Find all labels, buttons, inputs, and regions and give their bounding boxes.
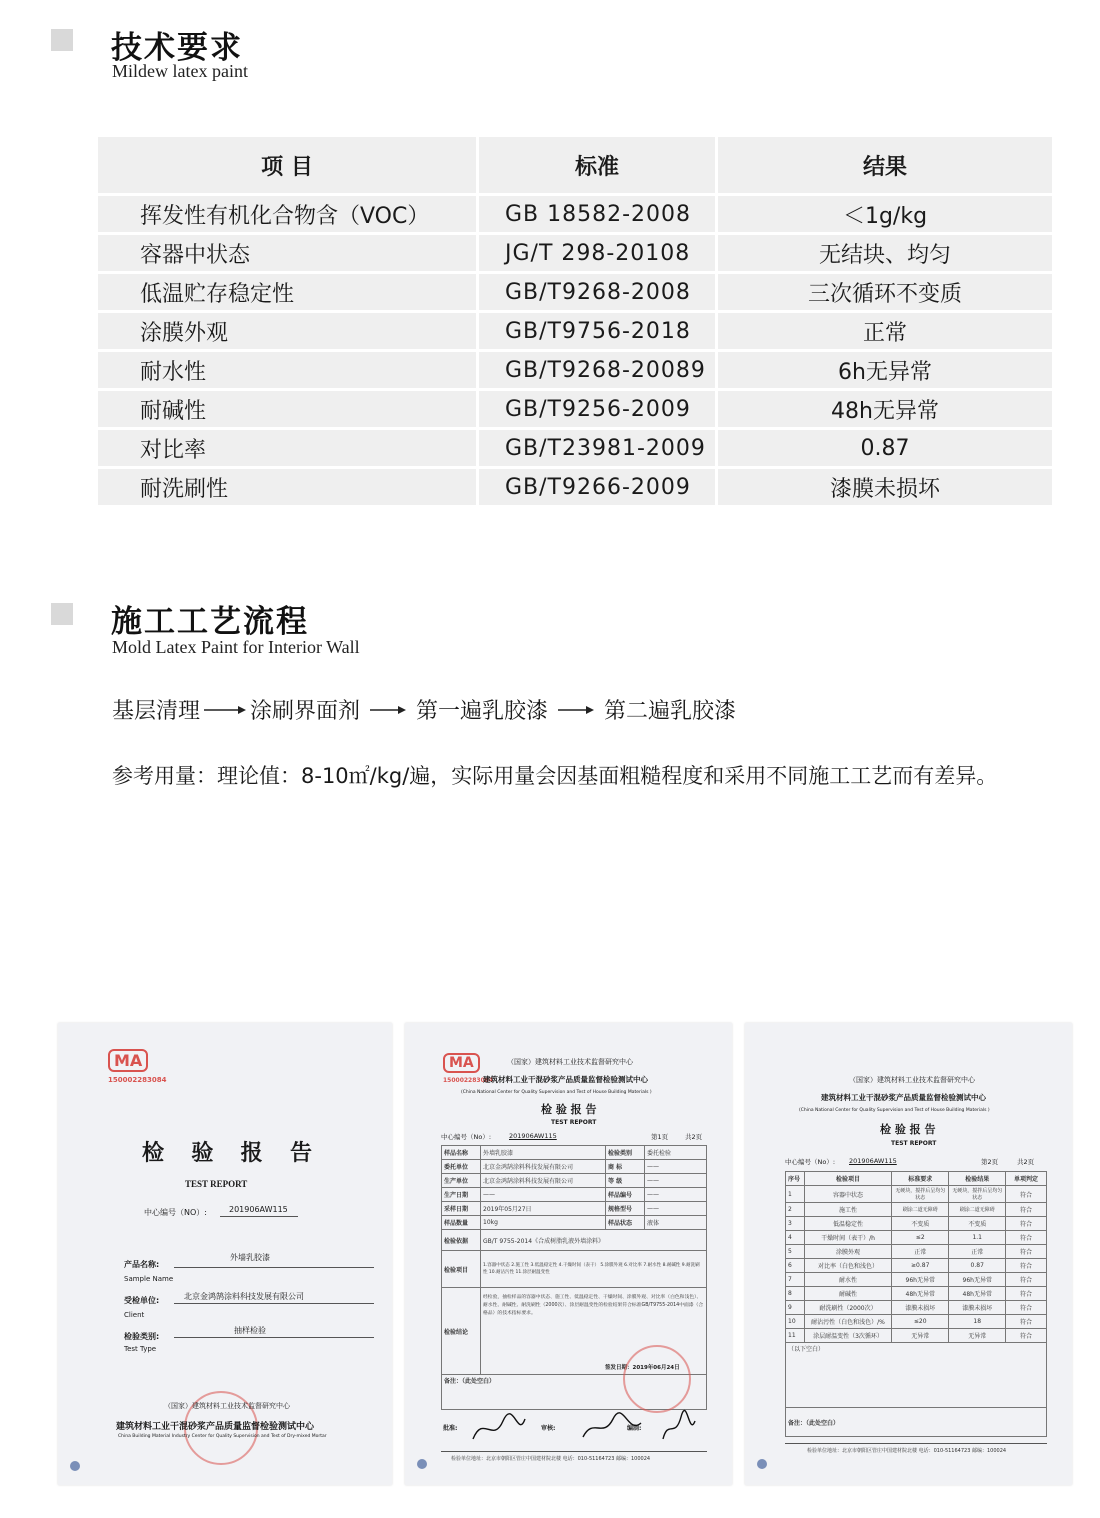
cell: 符合 bbox=[1006, 1231, 1047, 1245]
cell: —— bbox=[645, 1160, 707, 1174]
cell: GB/T 9755-2014《合成树脂乳液外墙涂料》 bbox=[481, 1230, 707, 1251]
cell-result: 6h无异常 bbox=[717, 351, 1054, 390]
ma-logo: MA bbox=[443, 1053, 480, 1073]
cell: ≥0.87 bbox=[892, 1259, 949, 1273]
approve-label: 批准: bbox=[443, 1425, 458, 1432]
cell: 检验项目 bbox=[805, 1172, 892, 1186]
cell: 备注：（此处空白） bbox=[442, 1375, 707, 1410]
cell: 96h无异常 bbox=[949, 1273, 1006, 1287]
cell-item: 耐洗刷性 bbox=[97, 468, 478, 507]
arrow-right-icon bbox=[204, 705, 246, 715]
underline bbox=[220, 1216, 298, 1217]
cell-item: 对比率 bbox=[97, 429, 478, 468]
cell: 符合 bbox=[1006, 1329, 1047, 1343]
report-page-1 bbox=[405, 1023, 732, 1485]
cell: 商 标 bbox=[606, 1160, 645, 1174]
report-title: 检 验 报 告 bbox=[142, 1141, 316, 1166]
table-row bbox=[786, 1329, 1047, 1343]
report-title-en: TEST REPORT bbox=[185, 1179, 248, 1189]
sign-date: 签发日期：2019年06月24日 bbox=[605, 1365, 680, 1371]
table-row bbox=[786, 1273, 1047, 1287]
cell: —— bbox=[645, 1188, 707, 1202]
cell: 3 bbox=[786, 1217, 805, 1231]
bottom-emblem-icon bbox=[70, 1461, 80, 1471]
divider bbox=[441, 1451, 707, 1452]
cell: 无异常 bbox=[949, 1329, 1006, 1343]
cell: 干燥时间（表干）/h bbox=[805, 1231, 892, 1245]
cell: 样品状态 bbox=[606, 1216, 645, 1230]
ma-number: 150002283084 bbox=[443, 1077, 494, 1084]
cell-result: 无结块、均匀 bbox=[717, 234, 1054, 273]
cell: 符合 bbox=[1006, 1186, 1047, 1203]
cell: （以下空白） bbox=[786, 1343, 1047, 1408]
cell: 检验类别 bbox=[606, 1146, 645, 1160]
address: 检验单位地址：北京市朝阳区管庄中国建材院北楼 电话：010-51164723 邮编：100024 bbox=[807, 1448, 1007, 1454]
cell: 委托检验 bbox=[645, 1146, 707, 1160]
cell: 规格型号 bbox=[606, 1202, 645, 1216]
client-value: 北京金鸿鹄涂料科技发展有限公司 bbox=[184, 1292, 304, 1301]
cell: 符合 bbox=[1006, 1245, 1047, 1259]
header-standard: 标准 bbox=[478, 136, 717, 195]
cell-standard: GB/T9266-2009 bbox=[478, 468, 717, 507]
results-table bbox=[785, 1171, 1047, 1437]
report-page-2 bbox=[745, 1023, 1072, 1485]
report-cover bbox=[58, 1023, 392, 1485]
cell-result: 0.87 bbox=[717, 429, 1054, 468]
report-title: 检 验 报 告 bbox=[880, 1123, 936, 1136]
cell: 1.容器中状态 2.施工性 3.低温稳定性 4.干燥时间（表干） 5.涂膜外观 6.对比率 7.耐水性 8.耐碱性 9.耐洗刷性 10.耐沾污性 11.涂层耐温变性 bbox=[481, 1251, 707, 1288]
cell: 2019年05月27日 bbox=[481, 1202, 606, 1216]
cell: 检验结论 bbox=[442, 1288, 481, 1375]
cell-item: 涂膜外观 bbox=[97, 312, 478, 351]
org-top: （国家）建筑材料工业技术监督研究中心 bbox=[849, 1076, 975, 1084]
table-row bbox=[786, 1186, 1047, 1203]
cell: 样品编号 bbox=[606, 1188, 645, 1202]
cell: 经检验，抽检样品的容器中状态、施工性、低温稳定性、干燥时间、涂膜外观、对比率（白色和浅色）、耐水性、耐碱性、耐洗刷性（2000次）、涂层耐温变性的检验结果符合标准GB/T9755-2014中面漆（合格品）的技术指标要求。 bbox=[481, 1288, 707, 1375]
cell-standard: GB/T23981-2009 bbox=[478, 429, 717, 468]
cell: 施工性 bbox=[805, 1203, 892, 1217]
cell: 外墙乳胶漆 bbox=[481, 1146, 606, 1160]
cell-item: 低温贮存稳定性 bbox=[97, 273, 478, 312]
cell: 液体 bbox=[645, 1216, 707, 1230]
product-value: 外墙乳胶漆 bbox=[230, 1253, 270, 1262]
org-name-en: China Building Material Industry Center for Quality Supervision and Test of Dry-mixed Mortar bbox=[118, 1434, 327, 1439]
table-row bbox=[786, 1408, 1047, 1437]
flow-step: 涂刷界面剂 bbox=[250, 699, 361, 724]
address: 检验单位地址：北京市朝阳区管庄中国建材院北楼 电话：010-51164723 邮编：100024 bbox=[451, 1456, 651, 1462]
cell: 1 bbox=[786, 1186, 805, 1203]
cell-result: 正常 bbox=[717, 312, 1054, 351]
cell-item: 容器中状态 bbox=[97, 234, 478, 273]
arrow-right-icon bbox=[370, 705, 406, 715]
cell: 检验结果 bbox=[949, 1172, 1006, 1186]
cell: 无异常 bbox=[892, 1329, 949, 1343]
table-row bbox=[97, 468, 1054, 507]
cell: 漆膜未损坏 bbox=[892, 1301, 949, 1315]
cell-result: 漆膜未损坏 bbox=[717, 468, 1054, 507]
table-row bbox=[97, 390, 1054, 429]
ma-number: 150002283084 bbox=[108, 1076, 167, 1084]
product-label: 产品名称: bbox=[124, 1260, 160, 1269]
cell: 无硬块，搅拌后呈均匀状态 bbox=[892, 1186, 949, 1203]
cell: 48h无异常 bbox=[949, 1287, 1006, 1301]
cell: 符合 bbox=[1006, 1301, 1047, 1315]
table-row bbox=[442, 1160, 707, 1174]
cell-standard: JG/T 298-20108 bbox=[478, 234, 717, 273]
cell: 符合 bbox=[1006, 1287, 1047, 1301]
cell-item: 耐碱性 bbox=[97, 390, 478, 429]
cell: 生产日期 bbox=[442, 1188, 481, 1202]
org-top: （国家）建筑材料工业技术监督研究中心 bbox=[507, 1058, 633, 1066]
header-item: 项 目 bbox=[97, 136, 478, 195]
type-label: 检验类别: bbox=[124, 1332, 160, 1341]
table-row bbox=[786, 1231, 1047, 1245]
cell: —— bbox=[645, 1202, 707, 1216]
org-name-en: (China National Center for Quality Supervision and Test of House Building Materials ) bbox=[799, 1108, 990, 1113]
org-name-en: (China National Center for Quality Supervision and Test of House Building Materials ) bbox=[461, 1090, 652, 1095]
cell: 18 bbox=[949, 1315, 1006, 1329]
table-row bbox=[442, 1230, 707, 1251]
cell: 6 bbox=[786, 1259, 805, 1273]
flow-step: 基层清理 bbox=[112, 699, 201, 724]
center-no: 201906AW115 bbox=[229, 1205, 288, 1214]
section-marker bbox=[51, 603, 73, 625]
cell: 样品名称 bbox=[442, 1146, 481, 1160]
cell: 漆膜未损坏 bbox=[949, 1301, 1006, 1315]
cell: 采样日期 bbox=[442, 1202, 481, 1216]
flow-step: 第一遍乳胶漆 bbox=[416, 699, 549, 724]
process-subtitle: Mold Latex Paint for Interior Wall bbox=[112, 637, 360, 657]
client-label: 受检单位: bbox=[124, 1296, 160, 1305]
cell-result: 48h无异常 bbox=[717, 390, 1054, 429]
cell: —— bbox=[481, 1188, 606, 1202]
cell: 单项判定 bbox=[1006, 1172, 1047, 1186]
center-no-label: 中心编号（NO）: bbox=[144, 1208, 207, 1217]
cell: 正常 bbox=[949, 1245, 1006, 1259]
process-title: 施工工艺流程 bbox=[111, 604, 309, 640]
cell: 8 bbox=[786, 1287, 805, 1301]
center-no: 201906AW115 bbox=[509, 1132, 557, 1140]
cell: 涂膜外观 bbox=[805, 1245, 892, 1259]
cell: 符合 bbox=[1006, 1217, 1047, 1231]
official-seal bbox=[623, 1345, 691, 1413]
type-label-en: Test Type bbox=[124, 1345, 157, 1353]
cell: 耐碱性 bbox=[805, 1287, 892, 1301]
section-marker bbox=[51, 29, 73, 51]
cell: 不变质 bbox=[892, 1217, 949, 1231]
cell: 委托单位 bbox=[442, 1160, 481, 1174]
cell: 检验依据 bbox=[442, 1230, 481, 1251]
cell: 样品数量 bbox=[442, 1216, 481, 1230]
bottom-emblem-icon bbox=[757, 1459, 767, 1469]
cell: 96h无异常 bbox=[892, 1273, 949, 1287]
type-value: 抽样检验 bbox=[234, 1326, 266, 1335]
cell: 刷涂二道无障碍 bbox=[892, 1203, 949, 1217]
table-row bbox=[786, 1315, 1047, 1329]
table-row bbox=[97, 312, 1054, 351]
cell: 检验项目 bbox=[442, 1251, 481, 1288]
underline bbox=[174, 1303, 374, 1304]
cell-standard: GB 18582-2008 bbox=[478, 195, 717, 234]
cell-standard: GB/T9268-2008 bbox=[478, 273, 717, 312]
cell: 刷涂二道无障碍 bbox=[949, 1203, 1006, 1217]
center-no: 201906AW115 bbox=[849, 1157, 897, 1165]
table-row bbox=[786, 1301, 1047, 1315]
cell: 无硬块，搅拌后呈均匀状态 bbox=[949, 1186, 1006, 1203]
cell-standard: GB/T9756-2018 bbox=[478, 312, 717, 351]
table-row bbox=[97, 429, 1054, 468]
ma-logo: MA bbox=[108, 1049, 148, 1072]
cell: 10 bbox=[786, 1315, 805, 1329]
cell: 正常 bbox=[892, 1245, 949, 1259]
page-total: 共2页 bbox=[1017, 1158, 1035, 1166]
cell: 11 bbox=[786, 1329, 805, 1343]
client-label-en: Client bbox=[124, 1311, 145, 1319]
cell-item: 耐水性 bbox=[97, 351, 478, 390]
cell: 10kg bbox=[481, 1216, 606, 1230]
org-name: 建筑材料工业干混砂浆产品质量监督检验测试中心 bbox=[116, 1422, 315, 1432]
cell: 符合 bbox=[1006, 1315, 1047, 1329]
table-row bbox=[786, 1343, 1047, 1408]
underline bbox=[174, 1337, 374, 1338]
cell-result: ＜1g/kg bbox=[717, 195, 1054, 234]
center-no-label: 中心编号（No）: bbox=[441, 1133, 492, 1141]
cell-standard: GB/T9256-2009 bbox=[478, 390, 717, 429]
arrow-right-icon bbox=[558, 705, 594, 715]
cell: 耐沾污性（白色和浅色）/% bbox=[805, 1315, 892, 1329]
cell: 9 bbox=[786, 1301, 805, 1315]
cell: ≤20 bbox=[892, 1315, 949, 1329]
org-name: 建筑材料工业干混砂浆产品质量监督检验测试中心 bbox=[483, 1075, 648, 1084]
table-row bbox=[786, 1203, 1047, 1217]
page-no: 第2页 bbox=[981, 1158, 999, 1166]
bottom-emblem-icon bbox=[417, 1459, 427, 1469]
table-row bbox=[786, 1287, 1047, 1301]
spec-table bbox=[95, 134, 1055, 508]
cell: 生产单位 bbox=[442, 1174, 481, 1188]
cell: 7 bbox=[786, 1273, 805, 1287]
spec-title: 技术要求 bbox=[111, 30, 243, 66]
cell: 1.1 bbox=[949, 1231, 1006, 1245]
cell: 容器中状态 bbox=[805, 1186, 892, 1203]
table-row bbox=[442, 1251, 707, 1288]
flow-step: 第二遍乳胶漆 bbox=[604, 699, 737, 724]
org-top: （国家）建筑材料工业技术监督研究中心 bbox=[164, 1402, 290, 1410]
cell-standard: GB/T9268-20089 bbox=[478, 351, 717, 390]
cell: 低温稳定性 bbox=[805, 1217, 892, 1231]
cell: 符合 bbox=[1006, 1273, 1047, 1287]
cell: 北京金鸿鹄涂料科技发展有限公司 bbox=[481, 1174, 606, 1188]
spec-header-row bbox=[97, 136, 1054, 195]
spec-subtitle: Mildew latex paint bbox=[112, 61, 248, 81]
table-row bbox=[442, 1174, 707, 1188]
usage-note: 参考用量：理论值：8-10㎡/kg/遍，实际用量会因基面粗糙程度和采用不同施工工艺而有差异。 bbox=[112, 764, 998, 788]
cell: 备注：（此处空白） bbox=[786, 1408, 1047, 1437]
review-label: 审核: bbox=[541, 1425, 556, 1432]
cell-item: 挥发性有机化合物含（VOC） bbox=[97, 195, 478, 234]
report-title: 检 验 报 告 bbox=[541, 1103, 597, 1116]
org-name: 建筑材料工业干混砂浆产品质量监督检验测试中心 bbox=[821, 1093, 986, 1102]
header-result: 结果 bbox=[717, 136, 1054, 195]
cell: ≤2 bbox=[892, 1231, 949, 1245]
table-row bbox=[97, 273, 1054, 312]
cell: 对比率（白色和浅色） bbox=[805, 1259, 892, 1273]
table-row bbox=[786, 1217, 1047, 1231]
report-title-en: TEST REPORT bbox=[551, 1119, 597, 1126]
signature-icon bbox=[463, 1409, 723, 1449]
table-header-row bbox=[786, 1172, 1047, 1186]
process-flow bbox=[112, 694, 736, 725]
cell: 48h无异常 bbox=[892, 1287, 949, 1301]
cell-result: 三次循环不变质 bbox=[717, 273, 1054, 312]
report-title-en: TEST REPORT bbox=[891, 1140, 937, 1147]
cell: 4 bbox=[786, 1231, 805, 1245]
center-no-label: 中心编号（No）: bbox=[785, 1158, 836, 1166]
cell: 0.87 bbox=[949, 1259, 1006, 1273]
cell: 不变质 bbox=[949, 1217, 1006, 1231]
cell: 符合 bbox=[1006, 1203, 1047, 1217]
table-row bbox=[97, 195, 1054, 234]
table-row bbox=[442, 1188, 707, 1202]
table-row bbox=[442, 1202, 707, 1216]
table-row bbox=[442, 1216, 707, 1230]
table-row bbox=[786, 1245, 1047, 1259]
table-row bbox=[786, 1259, 1047, 1273]
edit-label: 编制: bbox=[627, 1425, 642, 1432]
table-row bbox=[442, 1146, 707, 1160]
product-label-en: Sample Name bbox=[124, 1275, 174, 1283]
divider bbox=[785, 1443, 1047, 1444]
cell: 等 级 bbox=[606, 1174, 645, 1188]
cell: —— bbox=[645, 1174, 707, 1188]
page-total: 共2页 bbox=[685, 1133, 703, 1141]
cell: 北京金鸿鹄涂料科技发展有限公司 bbox=[481, 1160, 606, 1174]
underline bbox=[174, 1267, 374, 1268]
page-no: 第1页 bbox=[651, 1133, 669, 1141]
cell: 符合 bbox=[1006, 1259, 1047, 1273]
table-row bbox=[97, 234, 1054, 273]
cell: 耐水性 bbox=[805, 1273, 892, 1287]
cell: 标准要求 bbox=[892, 1172, 949, 1186]
cell: 涂层耐温变性（3次循环） bbox=[805, 1329, 892, 1343]
table-row bbox=[97, 351, 1054, 390]
cell: 耐洗刷性（2000次） bbox=[805, 1301, 892, 1315]
cell: 5 bbox=[786, 1245, 805, 1259]
cell: 2 bbox=[786, 1203, 805, 1217]
cell: 序号 bbox=[786, 1172, 805, 1186]
